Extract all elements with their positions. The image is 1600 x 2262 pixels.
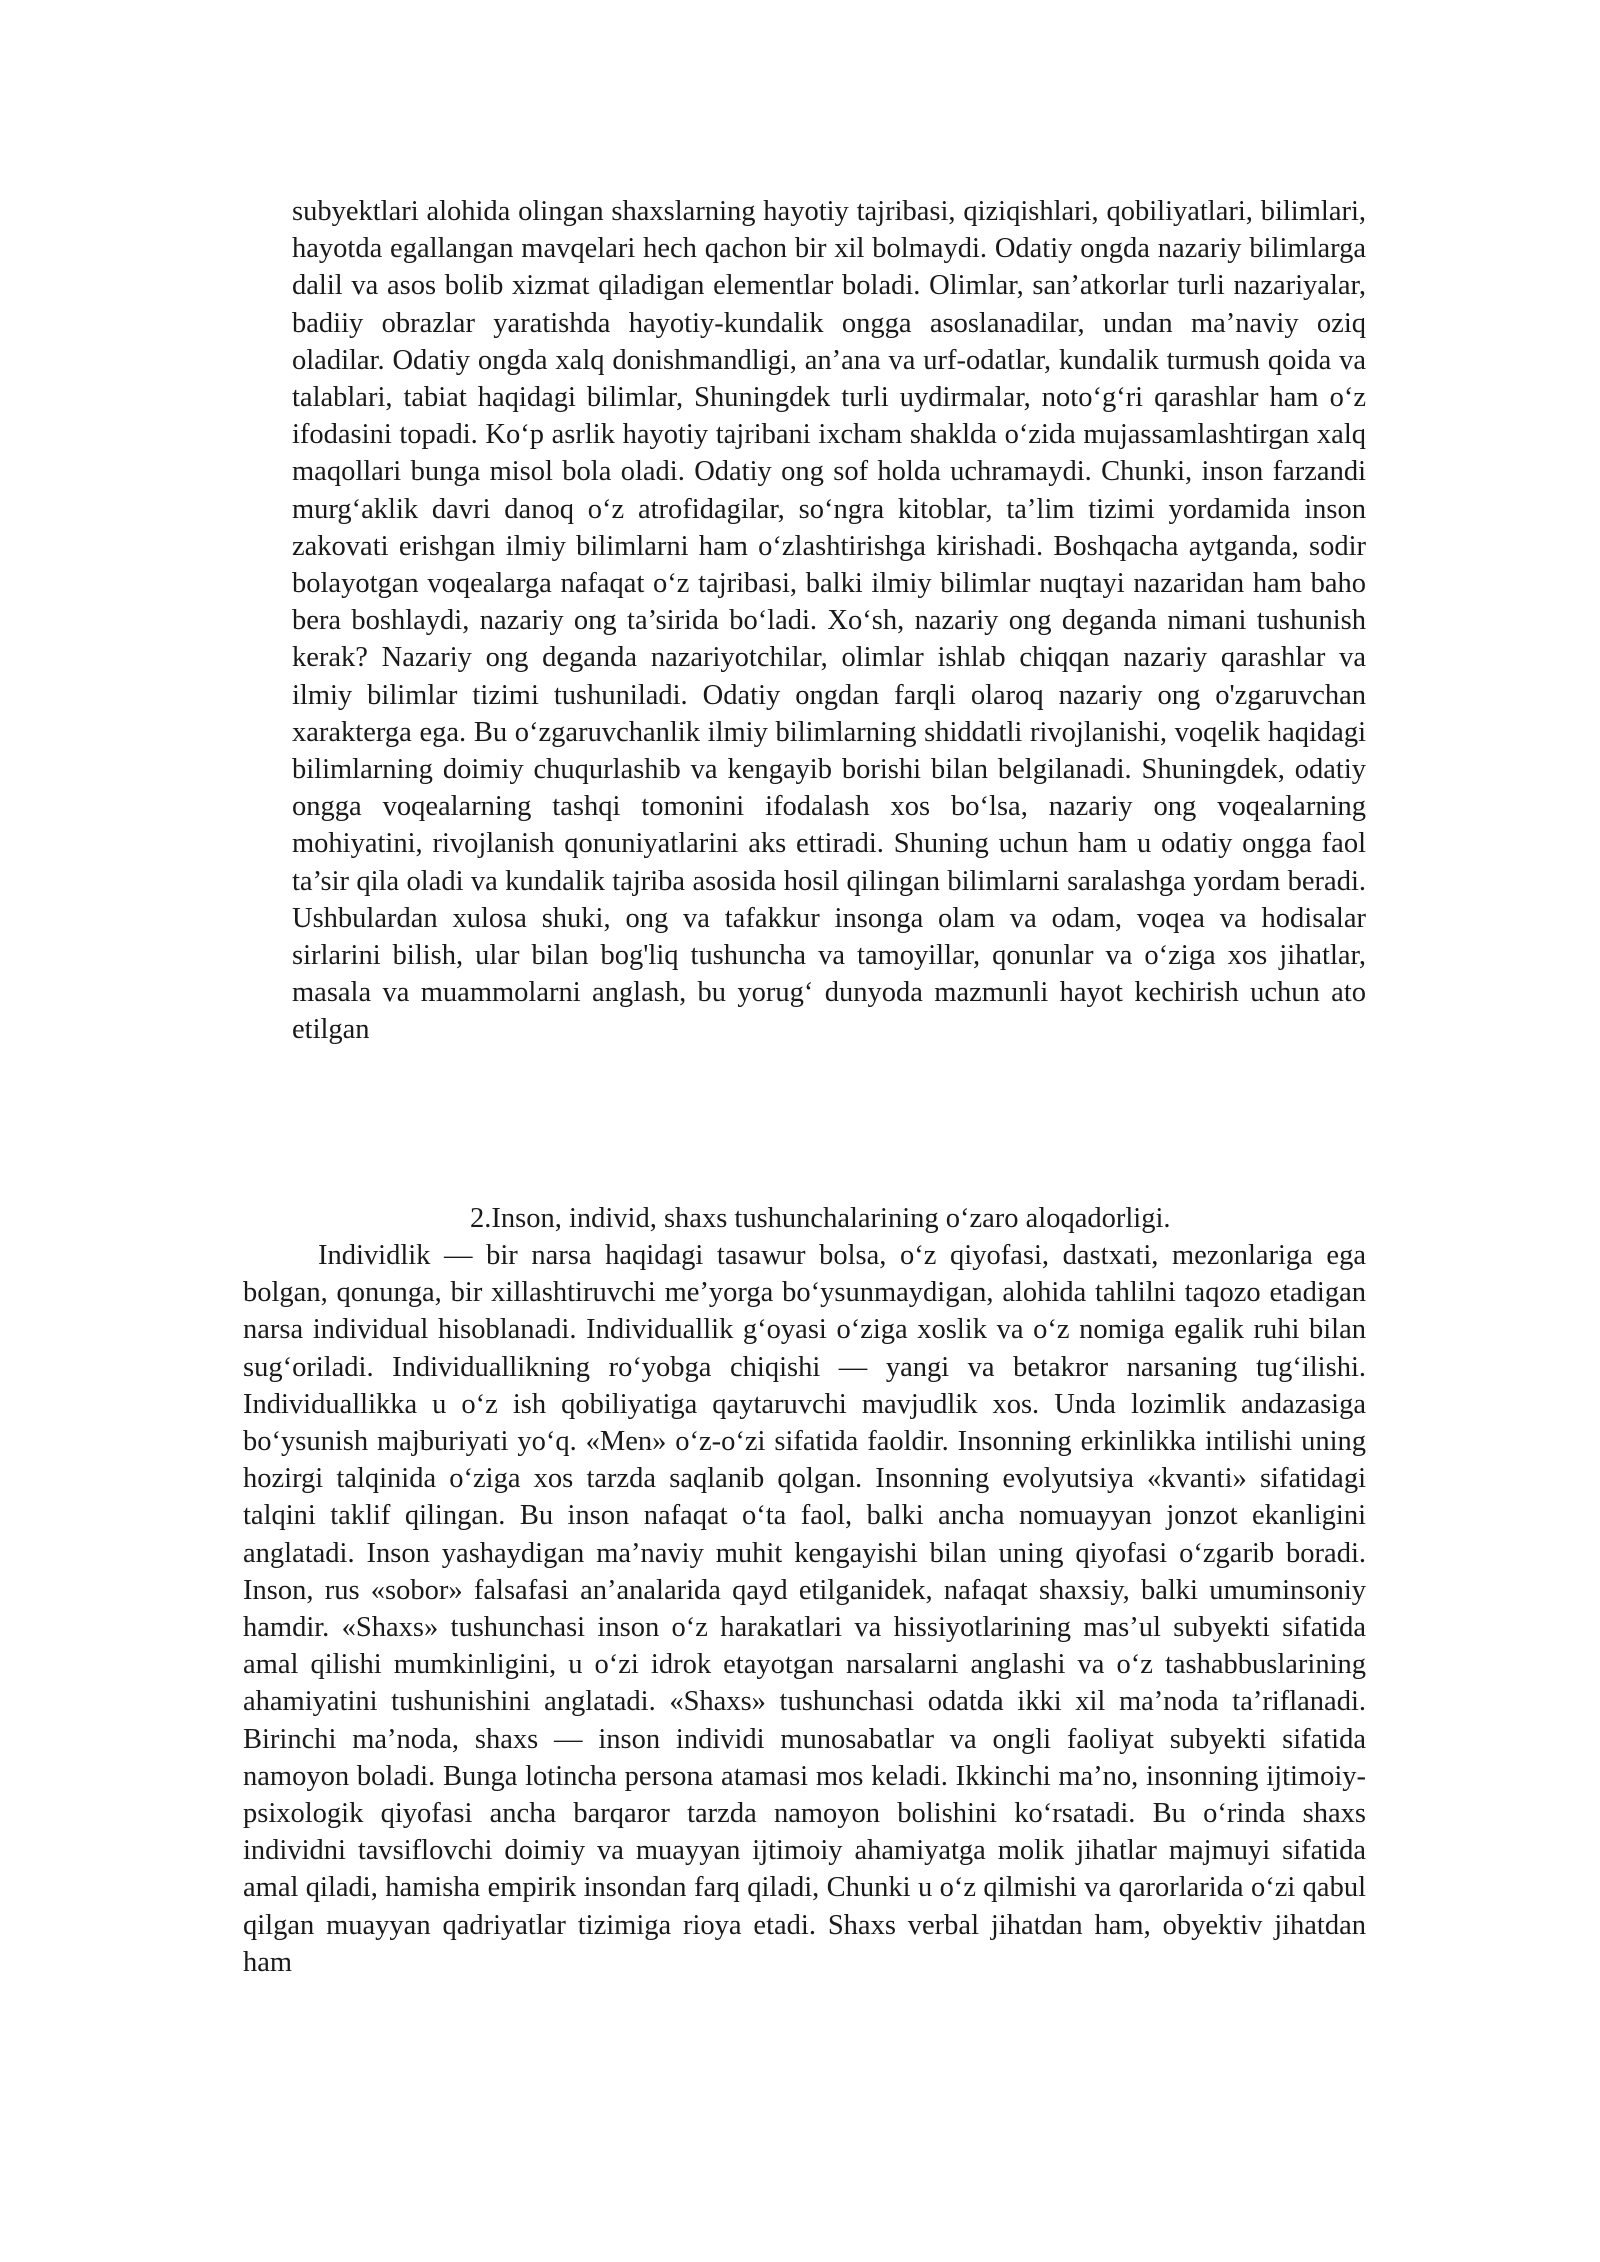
body-paragraph-2: Individlik — bir narsa haqidagi tasawur bolsa, o‘z qiyofasi, dastxati, mezonlariga ega bolgan, qonunga, bir xillashtiruvchi me’yorga bo‘ysunmaydigan, alohida tahlilni taqozo etadigan narsa individual hisoblanadi. Individuallik g‘oyasi o‘ziga xoslik va o‘z nomiga egalik ruhi bilan sug‘oriladi. Individuallikning ro‘yobga chiqishi — yangi va betakror narsaning tug‘ilishi. Individuallikka u o‘z ish qobiliyatiga qaytaruvchi mavjudlik xos. Unda lozimlik andazasiga bo‘ysunish majburiyati yo‘q. «Men» o‘z-o‘zi sifatida faoldir. Insonning erkinlikka intilishi uning hozirgi talqinida o‘ziga xos tarzda saqlanib qolgan. Insonning evolyutsiya «kvanti» sifatidagi talqini taklif qilingan. Bu inson nafaqat o‘ta faol, balki ancha nomuayyan jonzot ekanligini anglatadi. Inson yashaydigan ma’naviy muhit kengayishi bilan uning qiyofasi o‘zgarib boradi. Inson, rus «sobor» falsafasi an’analarida qayd etilganidek, nafaqat shaxsiy, balki umuminsoniy hamdir. «Shaxs» tushunchasi inson o‘z harakatlari va hissiyotlarining mas’ul subyekti sifatida amal qilishi mumkinligini, u o‘zi idrok etayotgan narsalarni anglashi va o‘z tashabbuslarining ahamiyatini tushunishini anglatadi. «Shaxs» tushunchasi odatda ikki xil ma’noda ta’riflanadi. Birinchi ma’noda, shaxs — inson individi munosabatlar va ongli faoliyat subyekti sifatida namoyon boladi. Bunga lotincha persona atamasi mos keladi. Ikkinchi ma’no, insonning ijtimoiy-psixologik qiyofasi ancha barqaror tarzda namoyon bolishini ko‘rsatadi. Bu o‘rinda shaxs individni tavsiflovchi doimiy va muayyan ijtimoiy ahamiyatga molik jihatlar majmuyi sifatida amal qiladi, hamisha empirik insondan farq qiladi, Chunki u o‘z qilmishi va qarorlarida o‘zi qabul qilgan muayyan qadriyatlar tizimiga rioya etadi. Shaxs verbal jihatdan ham, obyektiv jihatdan ham — [243, 1240, 1366, 1978]
section-heading: 2.Inson, individ, shaxs tushunchalarining o‘zaro aloqadorligi. — [470, 1203, 1171, 1234]
body-paragraph-1: subyektlari alohida olingan shaxslarning hayotiy tajribasi, qiziqishlari, qobiliyatlari, bilimlari, hayotda egallangan mavqelari hech qachon bir xil bolmaydi. Odatiy ongda nazariy bilimlarga dalil va asos bolib xizmat qiladigan elementlar boladi. Olimlar, san’atkorlar turli nazariyalar, badiiy obrazlar yaratishda hayotiy-kundalik ongga asoslanadilar, undan ma’naviy oziq oladilar. Odatiy ongda xalq donishmandligi, an’ana va urf-odatlar, kundalik turmush qoida va talablari, tabiat haqidagi bilimlar, Shuningdek turli uydirmalar, noto‘g‘ri qarashlar ham o‘z ifodasini topadi. Ko‘p asrlik hayotiy tajribani ixcham shaklda o‘zida mujassamlashtirgan xalq maqollari bunga misol bola oladi. Odatiy ong sof holda uchramaydi. Chunki, inson farzandi murg‘aklik davri danoq o‘z atrofidagilar, so‘ngra kitoblar, ta’lim tizimi yordamida inson zakovati erishgan ilmiy bilimlarni ham o‘zlashtirishga kirishadi. Boshqacha aytganda, sodir bolayotgan voqealarga nafaqat o‘z tajribasi, balki ilmiy bilimlar nuqtayi nazaridan ham baho bera boshlaydi, nazariy ong ta’sirida bo‘ladi. Xo‘sh, nazariy ong deganda nimani tushunish kerak? Nazariy ong deganda nazariyotchilar, olimlar ishlab chiqqan nazariy qarashlar va ilmiy bilimlar tizimi tushuniladi. Odatiy ongdan farqli olaroq nazariy ong o'zgaruvchan xarakterga ega. Bu o‘zgaruvchanlik ilmiy bilimlarning shiddatli rivojlanishi, voqelik haqidagi bilimlarning doimiy chuqurlashib va kengayib borishi bilan belgilanadi. Shuningdek, odatiy ongga voqealarning tashqi tomonini ifodalash xos bo‘lsa, nazariy ong voqealarning mohiyatini, rivojlanish qonuniyatlarini aks ettiradi. Shuning uchun ham u odatiy ongga faol ta’sir qila oladi va kundalik tajriba asosida hosil qilingan bilimlarni saralashga yordam beradi. Ushbulardan xulosa shuki, ong va tafakkur insonga olam va odam, voqea va hodisalar sirlarini bilish, ular bilan bog'liq tushuncha va tamoyillar, qonunlar va o‘ziga xos jihatlar, masala va muammolarni anglash, bu yorug‘ dunyoda mazmunli hayot kechirish uchun ato etilgan — [292, 196, 1366, 1046]
